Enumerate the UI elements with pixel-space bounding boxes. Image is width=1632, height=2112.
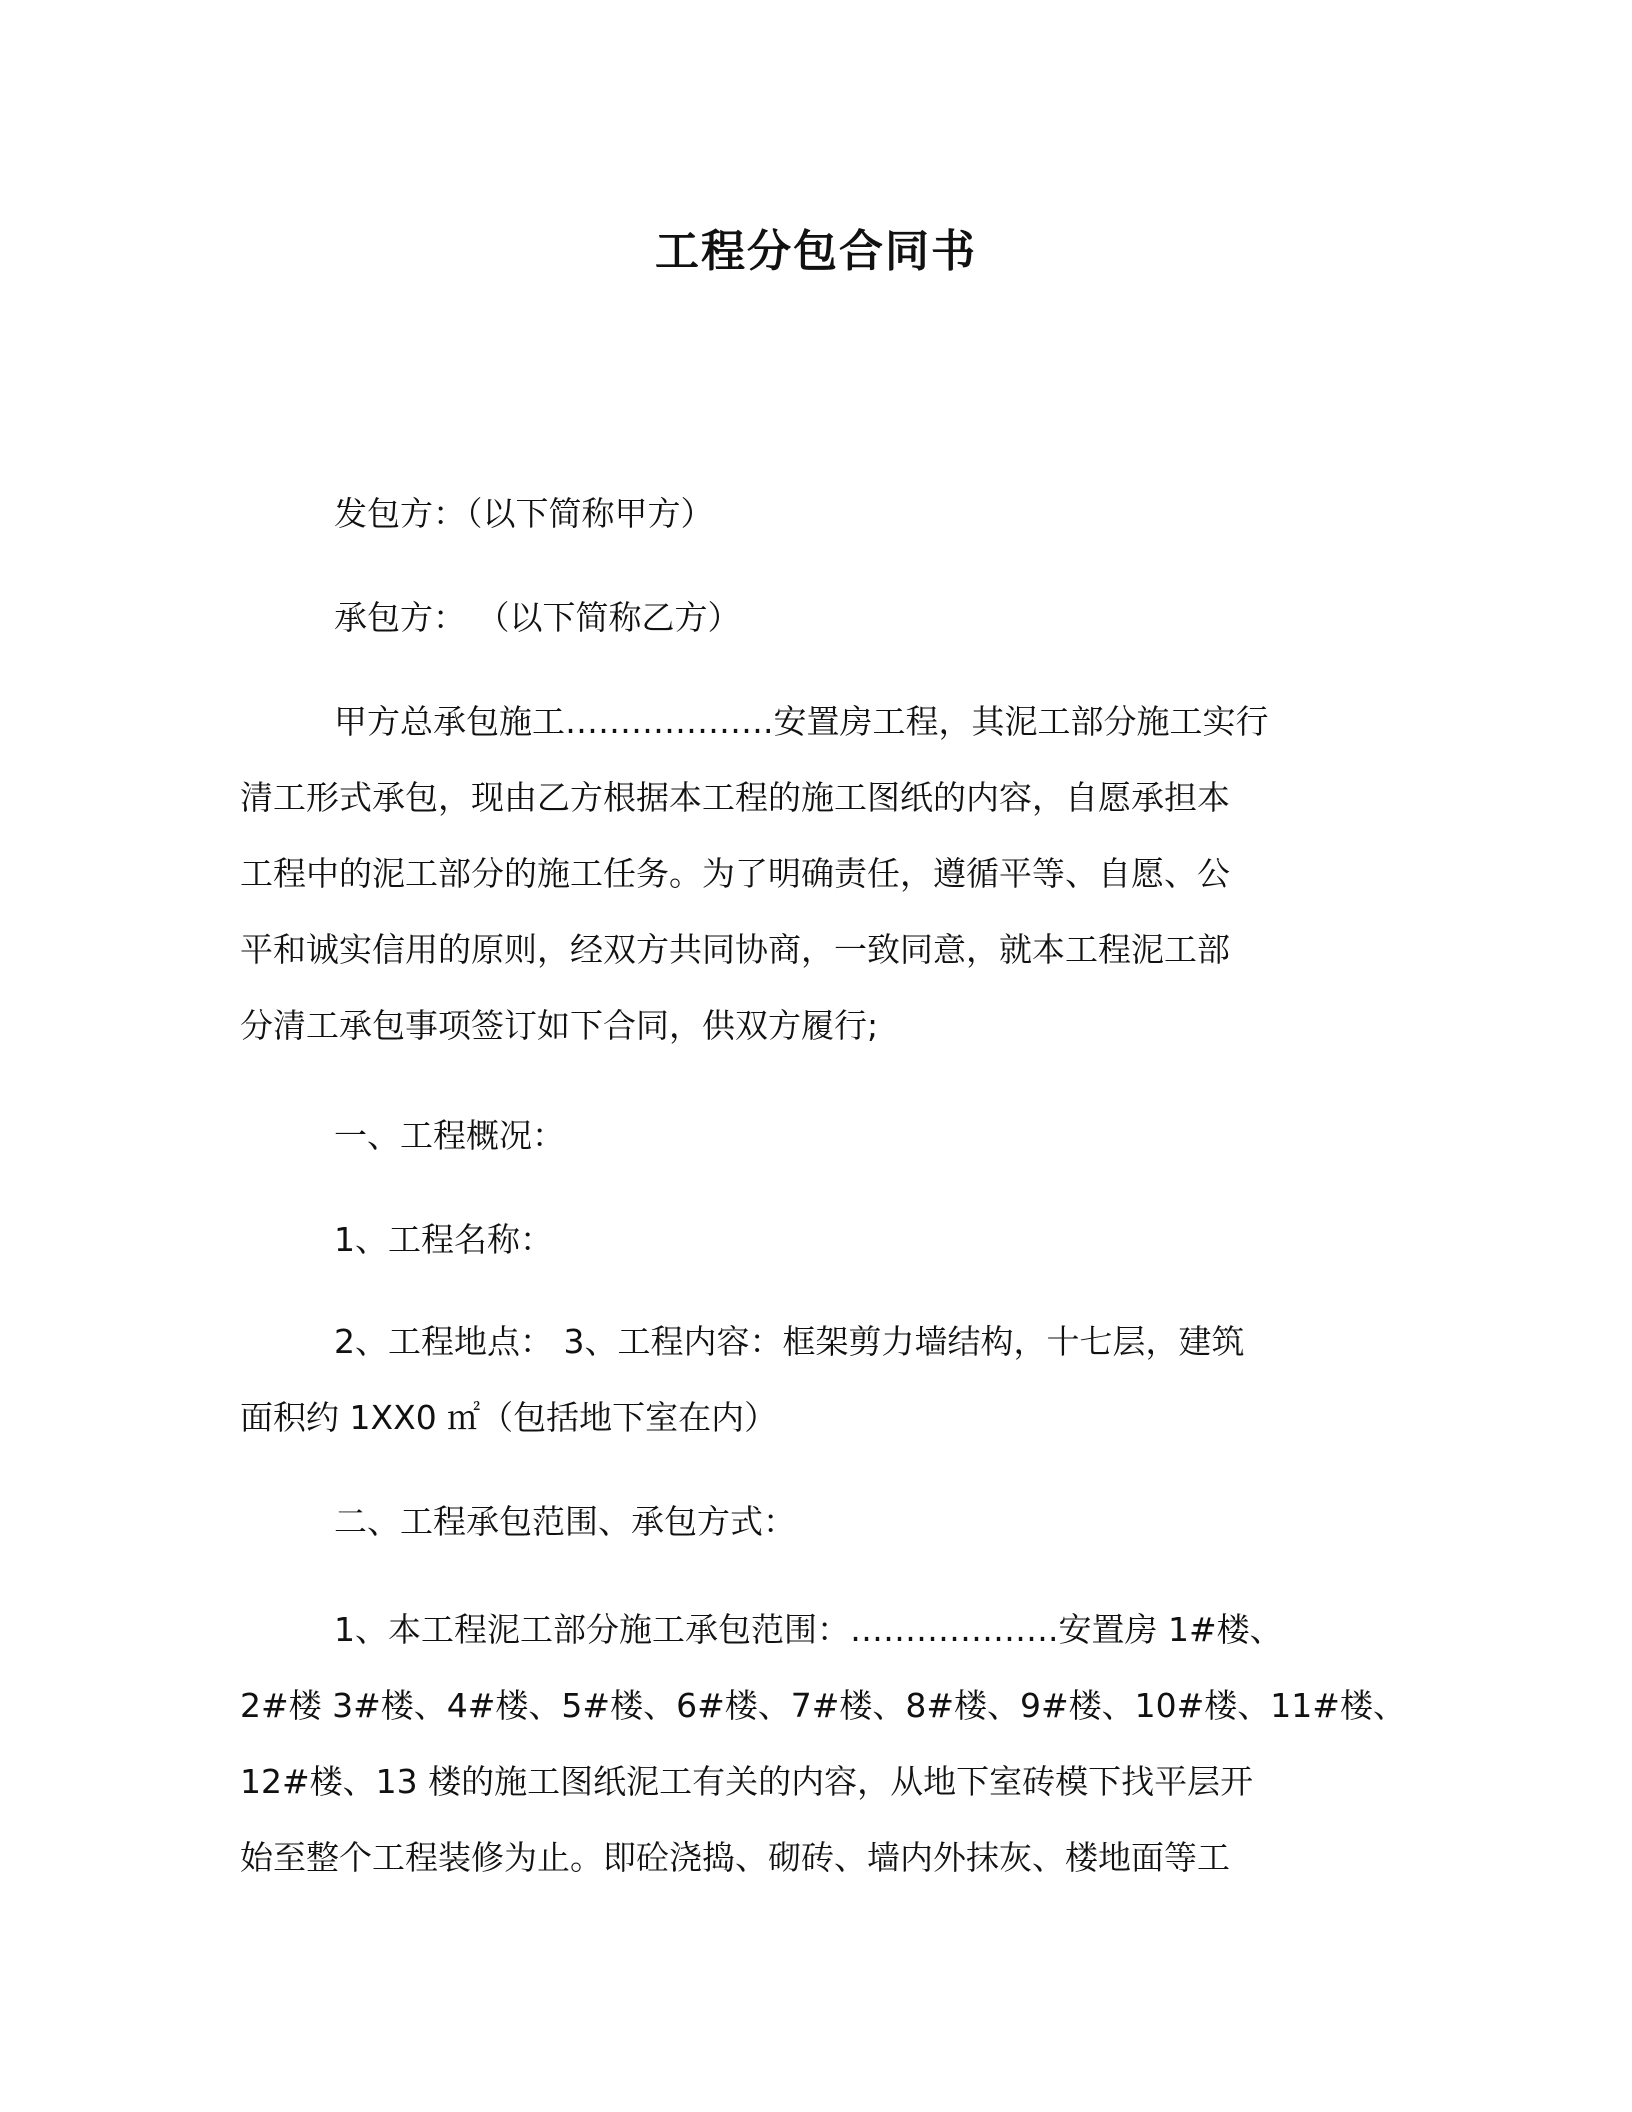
intro-paragraph-line-3: 工程中的泥工部分的施工任务。为了明确责任，遵循平等、自愿、公 [240,854,1230,893]
intro-paragraph-line-2: 清工形式承包，现由乙方根据本工程的施工图纸的内容，自愿承担本 [240,778,1230,817]
project-location-line: 2、工程地点： 3、工程内容：框架剪力墙结构，十七层，建筑 [334,1322,1245,1361]
party-a-line: 发包方：（以下简称甲方） [334,494,714,533]
intro-paragraph-line-1: 甲方总承包施工……………….安置房工程，其泥工部分施工实行 [334,702,1269,741]
intro-paragraph-line-4: 平和诚实信用的原则，经双方共同协商，一致同意，就本工程泥工部 [240,930,1230,969]
project-area-line: 面积约 1XX0 ㎡（包括地下室在内） [240,1398,778,1437]
scope-line-2: 2#楼 3#楼、4#楼、5#楼、6#楼、7#楼、8#楼、9#楼、10#楼、11#楼、 [240,1686,1406,1725]
scope-line-4: 始至整个工程装修为止。即砼浇捣、砌砖、墙内外抹灰、楼地面等工 [240,1838,1230,1877]
scope-line-1: 1、本工程泥工部分施工承包范围：……………….安置房 1#楼、 [334,1610,1283,1649]
section-heading-2: 二、工程承包范围、承包方式： [334,1502,796,1541]
section-heading-1: 一、工程概况： [334,1116,565,1155]
party-b-line: 承包方： （以下简称乙方） [334,598,741,637]
document-title: 工程分包合同书 [655,226,977,277]
scope-line-3: 12#楼、13 楼的施工图纸泥工有关的内容，从地下室砖模下找平层开 [240,1762,1254,1801]
intro-paragraph-line-5: 分清工承包事项签订如下合同，供双方履行; [240,1006,879,1045]
project-name-line: 1、工程名称： [334,1220,553,1259]
